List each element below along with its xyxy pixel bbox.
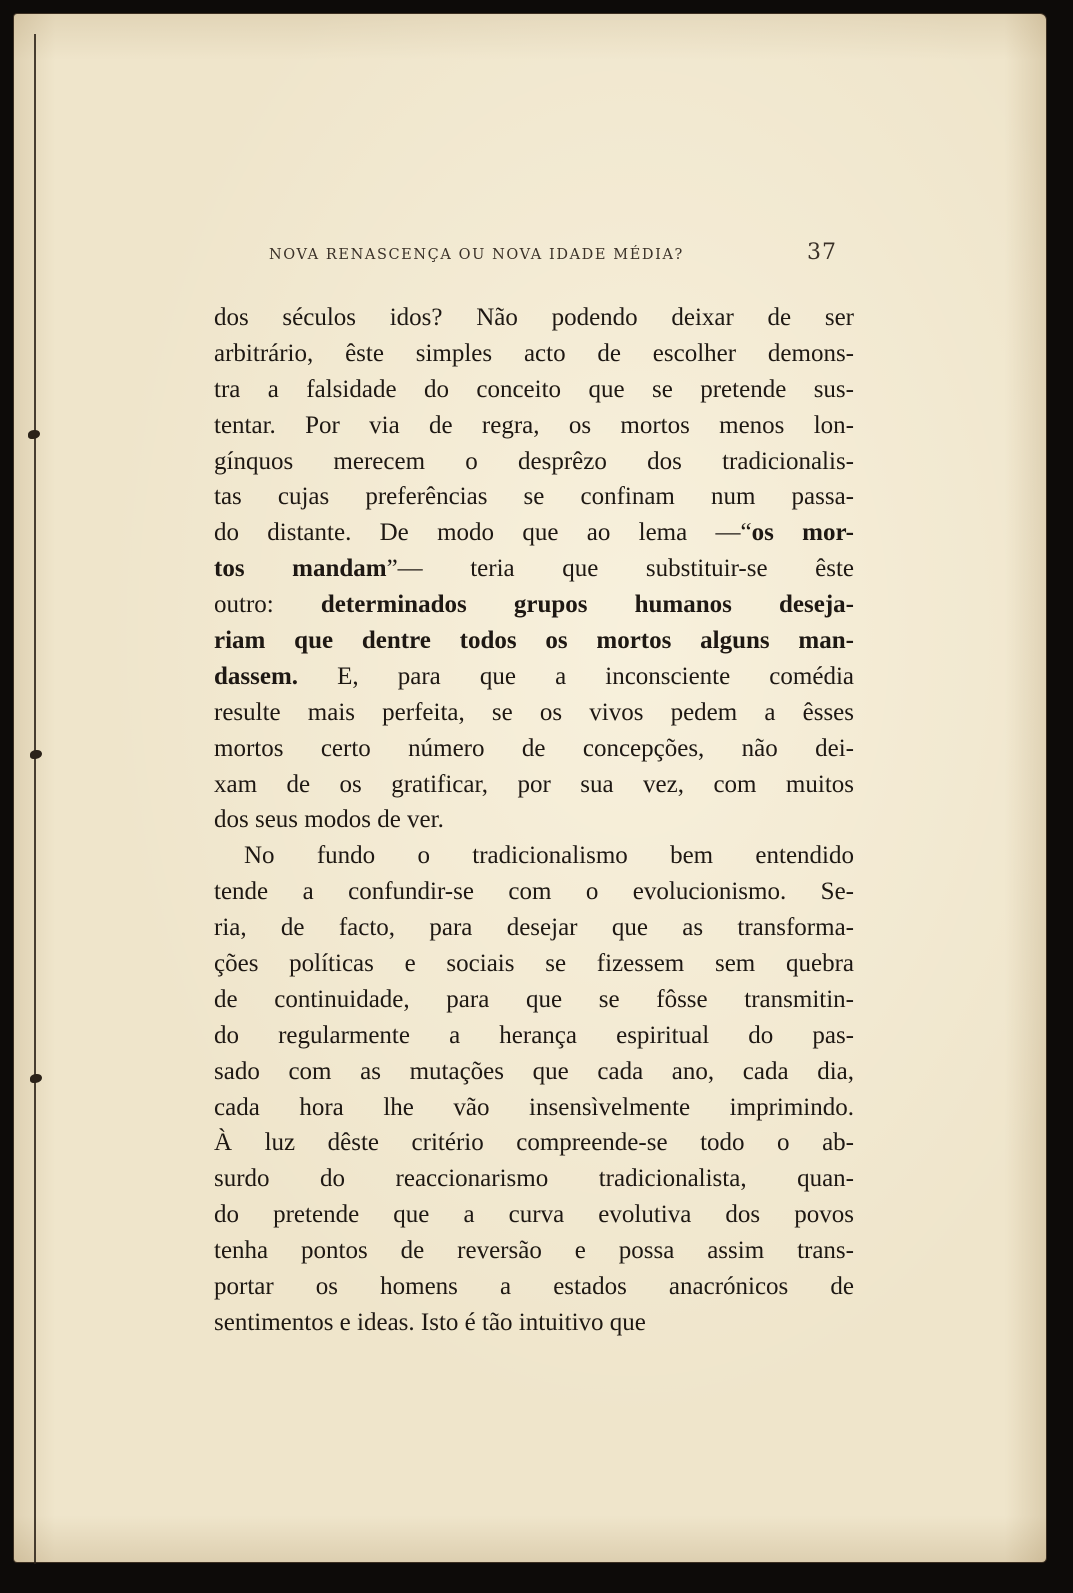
- text-line: [214, 623, 854, 659]
- text-line: [214, 300, 854, 336]
- text-run: do regularmente a herança espiritual do pas-: [214, 1021, 854, 1049]
- bold-text: riam que dentre todos os mortos alguns man-: [214, 627, 854, 655]
- text-run: surdo do reaccionarismo tradicionalista, quan-: [214, 1165, 854, 1193]
- text-line: [214, 551, 854, 587]
- text-run: arbitrário, êste simples acto de escolher demons-: [214, 339, 854, 367]
- text-run: ções políticas e sociais se fizessem sem quebra: [214, 950, 854, 978]
- text-run: resulte mais perfeita, se os vivos pedem a êsses: [214, 698, 854, 726]
- text-line: [214, 1054, 854, 1090]
- text-run: cada hora lhe vão insensìvelmente imprimindo.: [214, 1093, 854, 1121]
- binding-thread-mark: [30, 1074, 42, 1083]
- text-line: [214, 659, 854, 695]
- text-line: [214, 1125, 854, 1161]
- text-line: [214, 910, 854, 946]
- text-line: [214, 1018, 854, 1054]
- text-run: ”— teria que substituir-se êste: [386, 555, 855, 583]
- text-line: [214, 1233, 854, 1269]
- text-line: [214, 695, 854, 731]
- text-line: [214, 1197, 854, 1233]
- text-run: mortos certo número de concepções, não dei-: [214, 734, 854, 762]
- text-line: [214, 1090, 854, 1126]
- text-line: [214, 336, 854, 372]
- text-run: gínquos merecem o desprêzo dos tradicionalis-: [214, 447, 854, 475]
- text-line: [214, 767, 854, 803]
- body-text: [214, 300, 854, 1341]
- text-run: sentimentos e ideas. Isto é tão intuitivo que: [214, 1308, 646, 1336]
- text-run: tentar. Por via de regra, os mortos menos lon-: [214, 411, 854, 439]
- bold-text: os mor-: [751, 519, 854, 547]
- text-run: do distante. De modo que ao lema —“: [214, 519, 752, 547]
- text-line: [214, 731, 854, 767]
- binding-edge: [34, 34, 36, 1564]
- text-run: ria, de facto, para desejar que as transforma-: [214, 914, 854, 942]
- text-run: tende a confundir-se com o evolucionismo. Se-: [214, 878, 854, 906]
- page-number: 37: [807, 240, 837, 265]
- text-line: [214, 802, 854, 838]
- text-run: sado com as mutações que cada ano, cada dia,: [214, 1057, 854, 1085]
- text-line: [214, 838, 854, 874]
- bold-text: tos mandam: [214, 555, 387, 583]
- text-line: [214, 515, 854, 551]
- text-run: dos seus modos de ver.: [214, 806, 444, 834]
- text-line: [214, 479, 854, 515]
- text-line: [214, 946, 854, 982]
- text-run: outro:: [214, 591, 321, 619]
- paragraph: [214, 300, 854, 838]
- text-run: portar os homens a estados anacrónicos de: [214, 1273, 854, 1301]
- text-line: [214, 444, 854, 480]
- text-line: [214, 982, 854, 1018]
- running-head-title: NOVA RENASCENÇA OU NOVA IDADE MÉDIA?: [269, 247, 684, 263]
- text-line: [214, 1305, 854, 1341]
- text-run: tas cujas preferências se confinam num passa-: [214, 483, 854, 511]
- text-run: tenha pontos de reversão e possa assim trans-: [214, 1237, 854, 1265]
- book-page: [14, 14, 1046, 1562]
- text-line: [214, 408, 854, 444]
- paragraph: [214, 838, 854, 1340]
- text-run: dos séculos idos? Não podendo deixar de ser: [214, 304, 854, 331]
- text-line: [214, 587, 854, 623]
- bold-text: dassem.: [214, 662, 299, 690]
- text-run: À luz dêste critério compreende-se todo o ab-: [214, 1129, 854, 1157]
- running-head: [269, 240, 837, 270]
- text-line: [214, 1161, 854, 1197]
- text-line: [214, 1269, 854, 1305]
- bold-text: determinados grupos humanos deseja-: [320, 591, 855, 619]
- binding-thread-mark: [28, 430, 40, 439]
- text-run: xam de os gratificar, por sua vez, com muitos: [214, 770, 854, 798]
- text-line: [214, 874, 854, 910]
- text-run: No fundo o tradicionalismo bem entendido: [244, 842, 854, 870]
- text-line: [214, 372, 854, 408]
- text-run: E, para que a inconsciente comédia: [298, 662, 854, 690]
- text-run: do pretende que a curva evolutiva dos povos: [214, 1201, 854, 1229]
- text-run: tra a falsidade do conceito que se pretende sus-: [214, 375, 854, 403]
- text-run: de continuidade, para que se fôsse transmitin-: [214, 985, 854, 1013]
- binding-thread-mark: [30, 750, 42, 759]
